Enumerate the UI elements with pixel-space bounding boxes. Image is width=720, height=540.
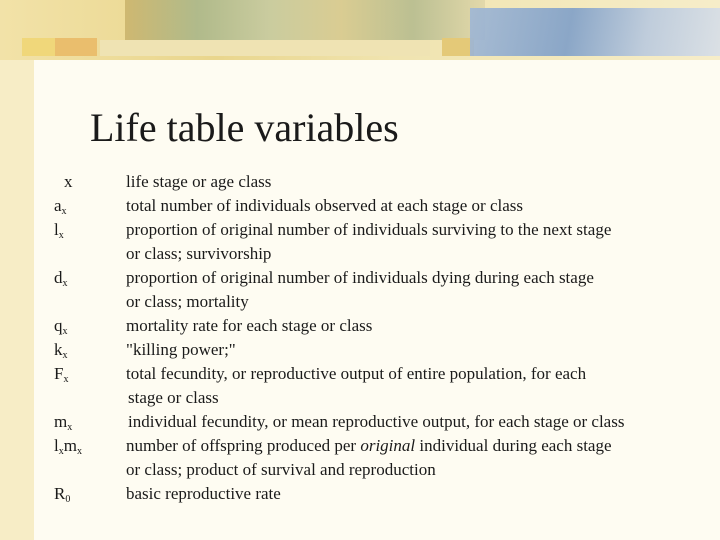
variable-row-mx [0, 410, 720, 434]
variable-symbol: $F_x$ [54, 364, 69, 385]
variable-row-lx [0, 218, 720, 242]
variable-description: life stage or age class [126, 172, 272, 191]
variable-row-Fx-cont [0, 386, 720, 410]
header-orange-block [55, 38, 97, 56]
variable-symbol: $d_x$ [54, 268, 68, 289]
variable-description-continued: or class; mortality [126, 292, 249, 311]
variable-description: basic reproductive rate [126, 484, 281, 503]
variable-description: individual fecundity, or mean reproductive output, for each stage or class [128, 412, 625, 431]
variable-symbol: $l_xm_x$ [54, 436, 82, 457]
variable-symbol: x [64, 172, 73, 191]
variable-symbol: $a_x$ [54, 196, 67, 217]
variable-description: number of offspring produced per original individual during each stage [126, 436, 612, 455]
variable-description-continued: or class; product of survival and reproduction [126, 460, 436, 479]
variable-symbol: $m_x$ [54, 412, 73, 433]
variable-row-lx-cont [0, 242, 720, 266]
variable-description: total fecundity, or reproductive output of entire population, for each [126, 364, 587, 383]
variable-description-continued: stage or class [128, 388, 219, 407]
variable-description: total number of individuals observed at each stage or class [126, 196, 524, 215]
variable-description: proportion of original number of individuals dying during each stage [126, 268, 594, 287]
variable-symbol: $k_x$ [54, 340, 68, 361]
variable-row-R0 [0, 482, 720, 506]
variable-row-lxmx [0, 434, 720, 458]
header-blue-block [470, 8, 720, 56]
variable-description: proportion of original number of individuals surviving to the next stage [126, 220, 612, 239]
variable-row-x [0, 170, 720, 194]
variable-symbol: $R_0$ [54, 484, 71, 505]
header-accent-strip [100, 40, 430, 56]
variable-row-dx-cont [0, 290, 720, 314]
variable-symbol: $l_x$ [54, 220, 64, 241]
variable-description: "killing power;" [126, 340, 236, 359]
variable-description-continued: or class; survivorship [126, 244, 272, 263]
emphasis-original: original [360, 436, 416, 455]
variable-row-Fx [0, 362, 720, 386]
variable-description: mortality rate for each stage or class [126, 316, 373, 335]
header-photo-strip [125, 0, 485, 40]
variable-row-ax [0, 194, 720, 218]
variable-symbol: $q_x$ [54, 316, 68, 337]
variable-row-dx [0, 266, 720, 290]
variable-row-kx [0, 338, 720, 362]
variable-row-lxmx-cont [0, 458, 720, 482]
variable-row-qx [0, 314, 720, 338]
slide-title: Life table variables [90, 105, 399, 150]
